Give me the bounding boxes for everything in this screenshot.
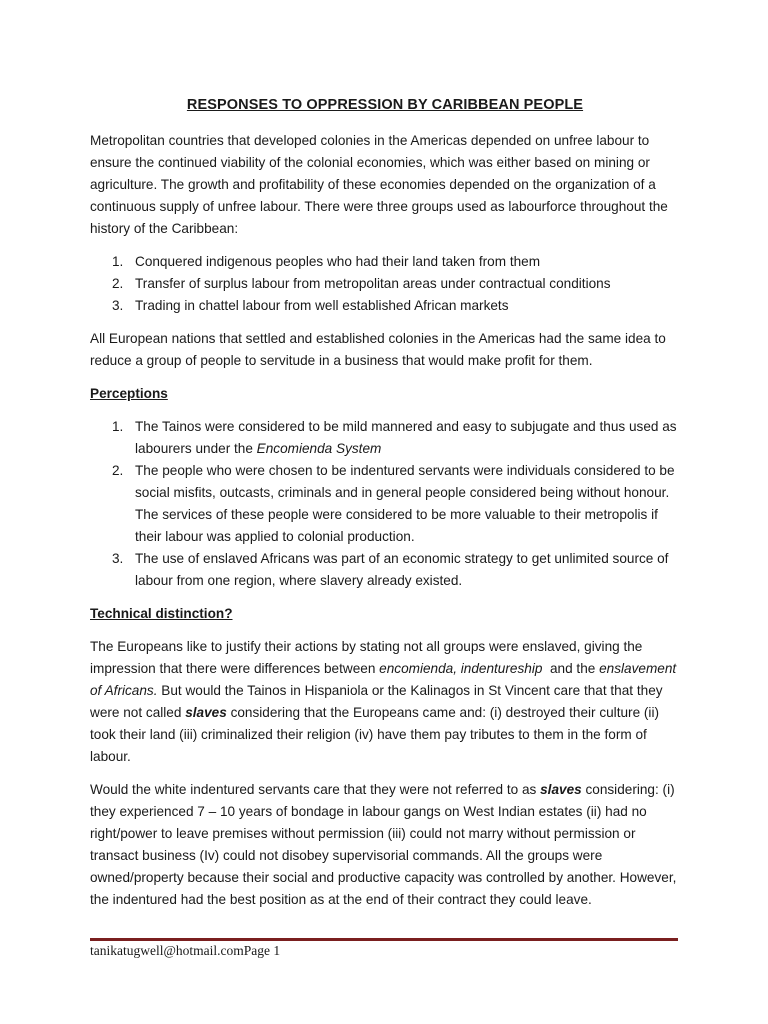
footer-email-page: tanikatugwell@hotmail.comPage 1	[90, 943, 281, 958]
technical-distinction-paragraph	[90, 636, 680, 768]
slaves-term: slaves	[540, 782, 582, 797]
slaves-term: slaves	[185, 705, 227, 720]
list-item	[90, 460, 680, 548]
list-item-text: The use of enslaved Africans was part of an economic strategy to get unlimited source of labour from one region, where slavery already existed.	[135, 551, 669, 588]
list-number: 2.	[112, 463, 124, 478]
text-run: considering that the Europeans came and: (i) destroyed their culture (ii) took their land (iii) criminalized their religion (iv) have them pay tributes to them in the form of labour.	[90, 705, 659, 764]
encomienda-term: Encomienda System	[256, 441, 382, 456]
perceptions-list	[90, 416, 680, 592]
list-item-text: The Tainos were considered to be mild mannered and easy to subjugate and thus used as labourers under the	[135, 419, 677, 456]
emphasis-term: enslavement of Africans.	[90, 661, 677, 698]
indentured-paragraph	[90, 779, 680, 911]
list-item-text: Trading in chattel labour from well established African markets	[135, 298, 509, 313]
emphasis-term: encomienda, indentureship	[379, 661, 543, 676]
list-item	[90, 416, 680, 460]
list-item	[90, 548, 680, 592]
intro-paragraph: Metropolitan countries that developed colonies in the Americas depended on unfree labour to ensure the continued viability of the colonial economies, which was either based on mining or agriculture. The growth and profitability of these economies depended on the organization of a continuous supply of unfree labour. There were three groups used as labourforce throughout the history of the Caribbean:	[90, 133, 668, 236]
list-item	[90, 295, 680, 317]
list-item	[90, 251, 680, 273]
text-run: But would the Tainos in Hispaniola or the Kalinagos in St Vincent care that that they were not called	[90, 683, 663, 720]
list-item-text: Transfer of surplus labour from metropolitan areas under contractual conditions	[135, 276, 611, 291]
text-run: considering: (i) they experienced 7 – 10 years of bondage in labour gangs on West Indian estates (ii) had no right/power to leave premises without permission (iii) could not marry without permission or transact business (Iv) could not disobey supervisorial commands. All the groups were owned/property because their social and productive capacity was controlled by another. However, the indentured had the best position as at the end of their contract they could leave.	[90, 782, 677, 907]
list-number: 3.	[112, 298, 124, 313]
european-nations-paragraph: All European nations that settled and established colonies in the Americas had the same idea to reduce a group of people to servitude in a business that would make profit for them.	[90, 331, 666, 368]
list-number: 1.	[112, 419, 124, 434]
list-number: 1.	[112, 254, 124, 269]
text-run: and the	[542, 661, 600, 676]
document-title: RESPONSES TO OPPRESSION BY CARIBBEAN PEOPLE	[186, 97, 584, 113]
list-number: 2.	[112, 276, 124, 291]
perceptions-heading: Perceptions	[90, 386, 168, 401]
technical-distinction-heading: Technical distinction?	[90, 606, 233, 621]
list-item	[90, 273, 680, 295]
text-run: The Europeans like to justify their actions by stating not all groups were enslaved, giving the impression that there were differences between	[90, 639, 643, 676]
labour-groups-list	[90, 251, 680, 317]
list-item-text: Conquered indigenous peoples who had their land taken from them	[135, 254, 541, 269]
text-run: Would the white indentured servants care that they were not referred to as	[90, 782, 541, 797]
footer-rule	[90, 938, 678, 941]
list-number: 3.	[112, 551, 124, 566]
document-page	[90, 90, 680, 922]
list-item-text: The people who were chosen to be indentured servants were individuals considered to be social misfits, outcasts, criminals and in general people considered being without honour. The services of these people were considered to be more valuable to their metropolis if their labour was applied to colonial production.	[135, 463, 675, 544]
